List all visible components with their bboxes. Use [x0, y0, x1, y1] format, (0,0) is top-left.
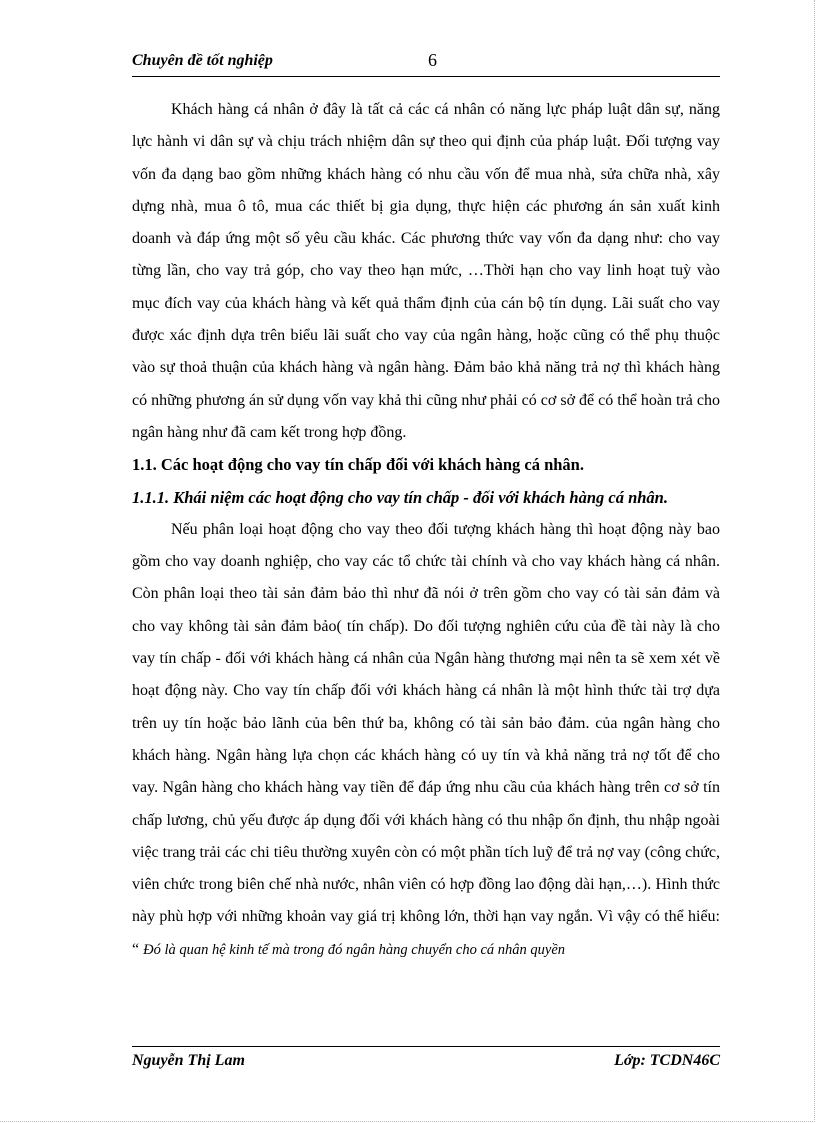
body-paragraph-1: Khách hàng cá nhân ở đây là tất cả các cá nhân có năng lực pháp luật dân sự, năng lực hành vi dân sự và chịu trách nhiệm dân sự theo qui định của pháp luật. Đối tượng vay vốn đa dạng bao gồm những khách hàng có nhu cầu vốn để mua nhà, sửa chữa nhà, xây dựng nhà, mua ô tô, mua các thiết bị gia dụng, thực hiện các phương án sản xuất kinh doanh và đáp ứng một số yêu cầu khác. Các phương thức vay vốn đa dạng như: cho vay từng lần, cho vay trả góp, cho vay theo hạn mức, …Thời hạn cho vay linh hoạt tuỳ vào mục đích vay của khách hàng và kết quả thẩm định của cán bộ tín dụng. Lãi suất cho vay được xác định dựa trên biểu lãi suất cho vay của ngân hàng, hoặc cũng có thể phụ thuộc vào sự thoả thuận của khách hàng và ngân hàng. Đảm bảo khả năng trả nợ thì khách hàng có những phương án sử dụng vốn vay khả thi cũng như phải có cơ sở để có thể hoàn trả cho ngân hàng như đã cam kết trong hợp đồng.	[132, 101, 720, 441]
body-paragraph-2-text: Nếu phân loại hoạt động cho vay theo đối tượng khách hàng thì hoạt động này bao gồm cho vay doanh nghiệp, cho vay các tổ chức tài chính và cho vay khách hàng cá nhân. Còn phân loại theo tài sản đảm bảo thì như đã nói ở trên gồm cho vay có tài sản đảm và cho vay không tài sản đảm bảo( tín chấp). Do đối tượng nghiên cứu của đề tài này là cho vay tín chấp - đối với khách hàng cá nhân của Ngân hàng thương mại nên ta sẽ xem xét về hoạt động này. Cho vay tín chấp đối với khách hàng cá nhân là một hình thức tài trợ dựa trên uy tín hoặc bảo lãnh của bên thứ ba, không có tài sản bảo đảm. của ngân hàng cho khách hàng. Ngân hàng lựa chọn các khách hàng có uy tín và khả năng trả nợ tốt để cho vay. Ngân hàng cho khách hàng vay tiền để đáp ứng nhu cầu của khách hàng trên cơ sở tín chấp lương, chủ yếu được áp dụng đối với khách hàng có thu nhập ổn định, thu nhập ngoài việc trang trải các chi tiêu thường xuyên còn có một phần tích luỹ để trả nợ vay (công chức, viên chức trong biên chế nhà nước, nhân viên có hợp đồng lao động dài hạn,…). Hình thức này phù hợp với những khoản vay giá trị không lớn, thời hạn vay ngắn. Vì vậy có thể hiểu: “	[132, 520, 720, 958]
footer-rule	[132, 1046, 720, 1047]
body-paragraph-2	[132, 514, 720, 966]
document-body	[132, 94, 720, 966]
subsection-heading-1-1-1: 1.1.1. Khái niệm các hoạt động cho vay tín chấp - đối với khách hàng cá nhân.	[132, 487, 668, 507]
page-footer	[132, 1052, 720, 1074]
section-heading-1-1: 1.1. Các hoạt động cho vay tín chấp đối với khách hàng cá nhân.	[132, 455, 584, 475]
page-number: 6	[428, 50, 437, 70]
header-rule	[132, 76, 720, 77]
quote-text: Đó là quan hệ kinh tế mà trong đó ngân hàng chuyển cho cá nhân quyền	[143, 941, 566, 958]
footer-author: Nguyễn Thị Lam	[132, 1052, 245, 1069]
footer-class: Lớp: TCDN46C	[614, 1052, 720, 1069]
header-title: Chuyên đề tốt nghiệp	[132, 52, 273, 69]
page-header	[132, 52, 720, 74]
